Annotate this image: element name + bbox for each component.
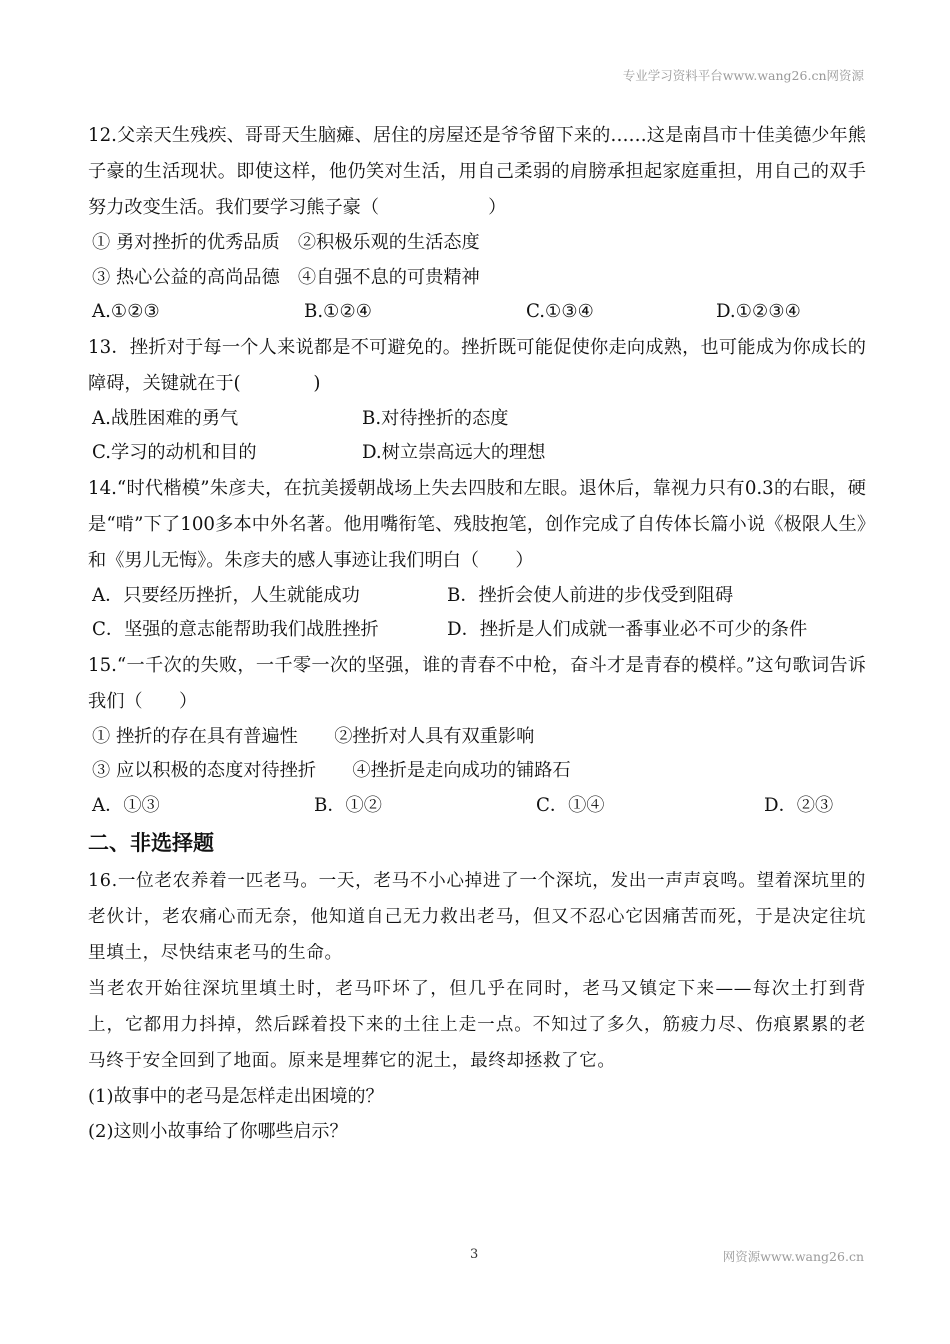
header-source: 专业学习资料平台www.wang26.cn网资源	[622, 68, 864, 83]
question-14-choices-row-1	[88, 579, 866, 614]
question-12-stem: 12.父亲天生残疾、哥哥天生脑瘫、居住的房屋还是爷爷留下来的……这是南昌市十佳美德少年熊子豪的生活现状。即使这样，他仍笑对生活，用自己柔弱的肩膀承担起家庭重担，用自己的双手努力改变生活。我们要学习熊子豪（ ）	[88, 125, 866, 218]
choice-d: D.树立崇高远大的理想	[362, 442, 546, 463]
choice-d: D.①②③④	[716, 301, 801, 322]
question-13-choices-row-2	[88, 436, 866, 471]
question-12	[88, 118, 866, 330]
question-15-choices	[88, 789, 866, 824]
question-14	[88, 471, 866, 648]
choice-b: B.对待挫折的态度	[362, 407, 509, 429]
choice-d: D．挫折是人们成就一番事业必不可少的条件	[447, 619, 808, 640]
question-13-choices-row-1	[88, 402, 866, 437]
question-12-item-1: ① 勇对挫折的优秀品质 ②积极乐观的生活态度	[92, 232, 480, 253]
question-16-story-paragraph-1: 16.一位老农养着一匹老马。一天，老马不小心掉进了一个深坑，发出一声声哀鸣。望着深坑里的老伙计，老农痛心而无奈，他知道自己无力救出老马，但又不忍心它因痛苦而死，于是决定往坑里填土，尽快结束老马的生命。	[88, 871, 866, 963]
choice-b: B.①②④	[304, 301, 373, 322]
question-15-stem: 15.“一千次的失败，一千零一次的坚强，谁的青春不中枪，奋斗才是青春的模样。”这句歌词告诉我们（ ）	[88, 654, 866, 712]
question-16-story-paragraph-2: 当老农开始往深坑里填土时，老马吓坏了，但几乎在同时，老马又镇定下来——每次土打到背上，它都用力抖掉，然后踩着投下来的土往上走一点。不知过了多久，筋疲力尽、伤痕累累的老马终于安全回到了地面。原来是埋葬它的泥土，最终却拯救了它。	[88, 979, 866, 1071]
question-16-sub-1: (1)故事中的老马是怎样走出困境的？	[88, 1086, 384, 1107]
question-12-choices	[88, 295, 866, 330]
question-13	[88, 330, 866, 471]
choice-c: C.①③④	[526, 301, 594, 322]
question-13-stem: 13．挫折对于每一个人来说都是不可避免的。挫折既可能促使你走向成熟，也可能成为你成长的障碍，关键就在于( )	[88, 336, 866, 394]
choice-a: A.①②③	[92, 301, 160, 322]
page-content	[88, 118, 866, 1149]
choice-d: D．②③	[764, 794, 834, 816]
choice-c: C．①④	[536, 794, 605, 816]
question-16	[88, 863, 866, 1149]
choice-b: B．①②	[314, 794, 382, 816]
question-15-item-1: ① 挫折的存在具有普遍性 ②挫折对人具有双重影响	[92, 725, 535, 747]
choice-c: C.学习的动机和目的	[92, 442, 257, 463]
question-12-item-2: ③ 热心公益的高尚品德 ④自强不息的可贵精神	[92, 266, 480, 288]
question-16-sub-2: (2)这则小故事给了你哪些启示？	[88, 1121, 348, 1142]
choice-c: C．坚强的意志能帮助我们战胜挫折	[92, 619, 379, 640]
question-15	[88, 648, 866, 824]
question-15-item-2: ③ 应以积极的态度对待挫折 ④挫折是走向成功的铺路石	[92, 760, 571, 781]
choice-a: A．①③	[92, 794, 160, 816]
question-14-choices-row-2	[88, 613, 866, 648]
question-14-stem: 14.“时代楷模”朱彦夫，在抗美援朝战场上失去四肢和左眼。退休后，靠视力只有0.3的右眼，硬是“啃”下了100多本中外名著。他用嘴衔笔、残肢抱笔，创作完成了自传体长篇小说《极限人生》和《男儿无悔》。朱彦夫的感人事迹让我们明白（ ）	[88, 477, 866, 571]
choice-b: B．挫折会使人前进的步伐受到阻碍	[447, 584, 734, 606]
footer-source: 网资源www.wang26.cn	[722, 1249, 864, 1264]
page-number: 3	[470, 1247, 479, 1262]
choice-a: A.战胜困难的勇气	[92, 407, 239, 429]
section-title: 二、非选择题	[88, 831, 214, 855]
choice-a: A．只要经历挫折，人生就能成功	[92, 584, 360, 606]
